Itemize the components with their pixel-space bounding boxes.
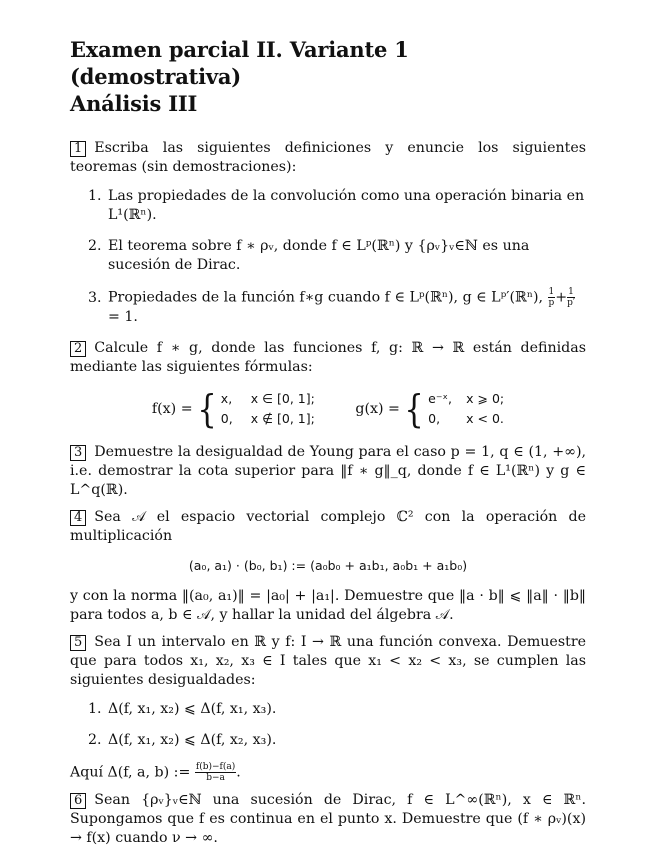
problem-1: [70, 139, 586, 327]
list-item: 2. Δ(f, x₁, x₂) ⩽ Δ(f, x₂, x₃).: [106, 731, 586, 750]
function-g-definition: g(x) = { e⁻ˣ, x ⩾ 0; 0, x < 0.: [355, 387, 505, 431]
exam-title: [70, 36, 586, 117]
title-line-2: Análisis III: [70, 91, 198, 116]
title-line-1: Examen parcial II. Variante 1 (demostrativa): [70, 37, 409, 89]
problem-number: 4: [70, 510, 86, 526]
plus-sign: +: [555, 289, 568, 306]
multiplication-formula: (a₀, a₁) · (b₀, b₁) := (a₀b₀ + a₁b₁, a₀b₁ + a₁b₀): [188, 558, 468, 573]
problem-number: 2: [70, 341, 86, 357]
fraction-1-over-p: $\frac{1}{p}$: [548, 287, 555, 308]
fraction-1-over-p-prime: $\frac{1}{p'}$: [567, 287, 575, 308]
problem-text: Sea 𝒜 el espacio vectorial complejo ℂ² con la operación de multiplicación: [70, 509, 586, 544]
problem-5: [70, 633, 586, 783]
problem-number: 3: [70, 445, 86, 461]
problem-1-list: [70, 187, 586, 327]
list-item-text: Propiedades de la función f∗g cuando f ∈ Lᵖ(ℝⁿ), g ∈ Lᵖ′(ℝⁿ),: [108, 289, 543, 306]
equals-one: = 1.: [108, 309, 138, 325]
problem-text: Escriba las siguientes definiciones y enuncie los siguientes teoremas (sin demostraciones):: [70, 140, 586, 175]
piecewise-definitions: [70, 389, 586, 429]
problem-number: 6: [70, 793, 86, 809]
problem-4: [70, 508, 586, 625]
list-item: [106, 287, 586, 327]
exam-page: [70, 36, 586, 856]
problem-number: 1: [70, 141, 86, 157]
problem-5-list: [70, 700, 586, 750]
problem-text: Demuestre la desigualdad de Young para el caso p = 1, q ∈ (1, +∞), i.e. demostrar la cota superior para ‖f ∗ g‖_q, donde f ∈ L¹(ℝⁿ) y g ∈ L^q(ℝ).: [70, 444, 586, 498]
problem-3: [70, 443, 586, 500]
delta-definition: Aquí Δ(f, a, b) := $\frac{f(b)-f(a)}{b-a}$ .: [70, 762, 241, 783]
problem-text-continued: y con la norma ‖(a₀, a₁)‖ = |a₀| + |a₁|. Demuestre que ‖a · b‖ ⩽ ‖a‖ · ‖b‖ para todos a, b ∈ 𝒜, y hallar la unidad del álgebra 𝒜.: [70, 588, 586, 623]
problem-6: [70, 791, 586, 848]
problem-text: Sean {ρᵥ}ᵥ∈ℕ una sucesión de Dirac, f ∈ L^∞(ℝⁿ), x ∈ ℝⁿ. Supongamos que f es continua en el punto x. Demuestre que (f ∗ ρᵥ)(x) → f(x) cuando ν → ∞.: [70, 792, 586, 846]
list-item: 1. Δ(f, x₁, x₂) ⩽ Δ(f, x₁, x₃).: [106, 700, 586, 719]
difference-quotient: $\frac{f(b)-f(a)}{b-a}$: [195, 762, 236, 783]
list-item: 2. El teorema sobre f ∗ ρᵥ, donde f ∈ Lᵖ(ℝⁿ) y {ρᵥ}ᵥ∈ℕ es una sucesión de Dirac.: [106, 237, 586, 275]
problem-text: Calcule f ∗ g, donde las funciones f, g: ℝ → ℝ están definidas mediante las siguientes fórmulas:: [70, 340, 586, 375]
problem-number: 5: [70, 635, 86, 651]
list-item: 1. Las propiedades de la convolución como una operación binaria en L¹(ℝⁿ).: [106, 187, 586, 225]
problem-2: [70, 339, 586, 429]
problem-text: Sea I un intervalo en ℝ y f: I → ℝ una función convexa. Demuestre que para todos x₁, x₂, x₃ ∈ I tales que x₁ < x₂ < x₃, se cumplen las siguientes desigualdades:: [70, 634, 586, 688]
function-f-definition: f(x) = { x, x ∈ [0, 1]; 0, x ∉ [0, 1];: [151, 387, 315, 431]
